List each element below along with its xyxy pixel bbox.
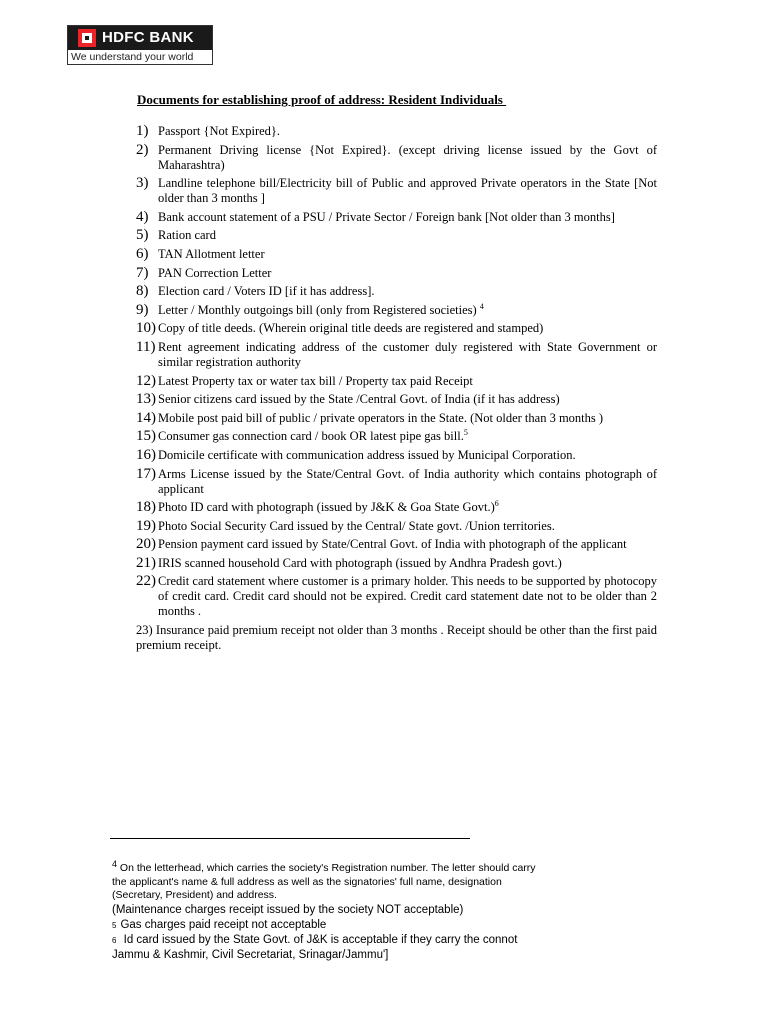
list-item: [136, 537, 657, 552]
list-item: [136, 210, 657, 225]
list-item-text: Pension payment card issued by State/Central Govt. of India with photograph of the applicant: [158, 537, 627, 552]
list-item-text: Latest Property tax or water tax bill / Property tax paid Receipt: [158, 373, 473, 388]
footnote-6: [112, 933, 552, 948]
list-item-text: Mobile post paid bill of public / private operators in the State. (Not older than 3 months ): [158, 410, 604, 425]
footnote-6-text: Id card issued by the State Govt. of J&K is acceptable if they carry the connot: [120, 933, 518, 946]
list-item-text: Arms License issued by the State/Central Govt. of India authority which contains photograph of applicant: [158, 466, 657, 496]
footnote-4: [112, 858, 552, 903]
list-item-text: Senior citizens card issued by the State /Central Govt. of India (if it has address): [158, 392, 560, 407]
list-item: [136, 247, 657, 262]
list-item-number: 3): [136, 175, 149, 192]
footnote-reference: 5: [463, 428, 468, 438]
list-item: [136, 519, 657, 534]
list-item-number: 4): [136, 208, 149, 225]
list-item-text: Election card / Voters ID [if it has address].: [158, 284, 375, 299]
footnote-reference: 4: [479, 301, 484, 311]
list-item-number: 14): [136, 409, 156, 426]
list-item: [136, 500, 657, 515]
list-item: [136, 556, 657, 571]
list-item-number: 12): [136, 372, 156, 389]
list-item-text: Bank account statement of a PSU / Private Sector / Foreign bank [Not older than 3 months]: [158, 209, 615, 224]
list-item-text: PAN Correction Letter: [158, 265, 272, 280]
list-item-number: 9): [136, 301, 149, 318]
list-item-number: 13): [136, 391, 156, 408]
list-item-text: TAN Allotment letter: [158, 246, 265, 261]
footnote-6-marker: 6: [112, 935, 117, 945]
list-item-number: 16): [136, 446, 156, 463]
list-item-number: 5): [136, 227, 149, 244]
items-container: [136, 124, 657, 619]
list-item-number: 20): [136, 536, 156, 553]
hdfc-bank-logo: [67, 25, 213, 65]
footnote-5: [112, 918, 552, 933]
footnote-6-continued: Jammu & Kashmir, Civil Secretariat, Srinagar/Jammu']: [112, 948, 389, 961]
list-item-text: Copy of title deeds. (Wherein original title deeds are registered and stamped): [158, 321, 544, 336]
list-item-text: Permanent Driving license {Not Expired}. (except driving license issued by the Govt of Maharashtra): [158, 142, 657, 172]
list-item-number: 19): [136, 517, 156, 534]
list-item-text: Photo ID card with photograph (issued by J&K & Goa State Govt.): [158, 500, 495, 515]
list-item: [136, 321, 657, 336]
footnote-5-marker: 5: [112, 920, 117, 930]
list-item: [136, 374, 657, 389]
documents-list: [136, 124, 657, 653]
list-item: [136, 448, 657, 463]
list-item-text: Passport {Not Expired}.: [158, 124, 281, 138]
list-item-text: Letter / Monthly outgoings bill (only from Registered societies): [158, 302, 480, 317]
list-item-number: 7): [136, 264, 149, 281]
logo-tagline: We understand your world: [71, 51, 194, 63]
footnote-4-extra: (Maintenance charges receipt issued by the society NOT acceptable): [112, 903, 464, 916]
footnote-5-text: Gas charges paid receipt not acceptable: [120, 918, 327, 931]
list-item: [136, 143, 657, 173]
list-item: [136, 340, 657, 370]
list-item-text: Photo Social Security Card issued by the Central/ State govt. /Union territories.: [158, 518, 555, 533]
footnote-divider: [110, 838, 470, 839]
list-item-text: IRIS scanned household Card with photograph (issued by Andhra Pradesh govt.): [158, 555, 562, 570]
list-item-text: Rent agreement indicating address of the customer duly registered with State Government or similar registration authority: [158, 339, 657, 369]
list-item: [136, 392, 657, 407]
list-item: [136, 411, 657, 426]
footnote-4-text: On the letterhead, which carries the society's Registration number. The letter should carry the applicant's name & full address as well as the signatories' full name, designation (Secretary, President) and address.: [112, 862, 536, 901]
footnote-4-marker: 4: [112, 859, 118, 869]
list-item-number: 2): [136, 141, 149, 158]
list-item: [136, 467, 657, 497]
footnotes: [112, 858, 552, 963]
hdfc-logo-mark-icon: [78, 29, 96, 47]
list-item-number: 21): [136, 554, 156, 571]
list-item: [136, 574, 657, 619]
list-item: [136, 228, 657, 243]
list-item-text: Landline telephone bill/Electricity bill of Public and approved Private operators in the State [Not older than 3 months ]: [158, 176, 657, 206]
list-item-text: Credit card statement where customer is a primary holder. This needs to be supported by photocopy of credit card. Credit card should not be expired. Credit card statement date not to be older than 2 months .: [158, 574, 657, 619]
list-item-number: 8): [136, 283, 149, 300]
logo-banner: [68, 26, 212, 50]
list-item-number: 10): [136, 320, 156, 337]
logo-name: HDFC BANK: [102, 29, 194, 46]
list-item-number: 11): [136, 338, 156, 355]
list-item-number: 6): [136, 245, 149, 262]
list-item: [136, 284, 657, 299]
list-item: [136, 429, 657, 444]
list-item: [136, 176, 657, 206]
page-title: Documents for establishing proof of address: Resident Individuals: [137, 92, 507, 107]
list-item-number: 1): [136, 123, 149, 139]
list-item-number: 15): [136, 428, 156, 445]
list-item-text: Consumer gas connection card / book OR latest pipe gas bill.: [158, 429, 464, 444]
list-item-number: 17): [136, 465, 156, 482]
list-item-23: 23) Insurance paid premium receipt not older than 3 months . Receipt should be other than the first paid premium receipt.: [136, 623, 657, 653]
list-item: [136, 303, 657, 318]
list-item-number: 18): [136, 499, 156, 516]
list-item: [136, 124, 657, 139]
list-item: [136, 266, 657, 281]
list-item-text: Ration card: [158, 228, 216, 243]
list-item-text: Domicile certificate with communication address issued by Municipal Corporation.: [158, 447, 576, 462]
footnote-reference: 6: [494, 498, 499, 508]
list-item-number: 22): [136, 573, 156, 590]
